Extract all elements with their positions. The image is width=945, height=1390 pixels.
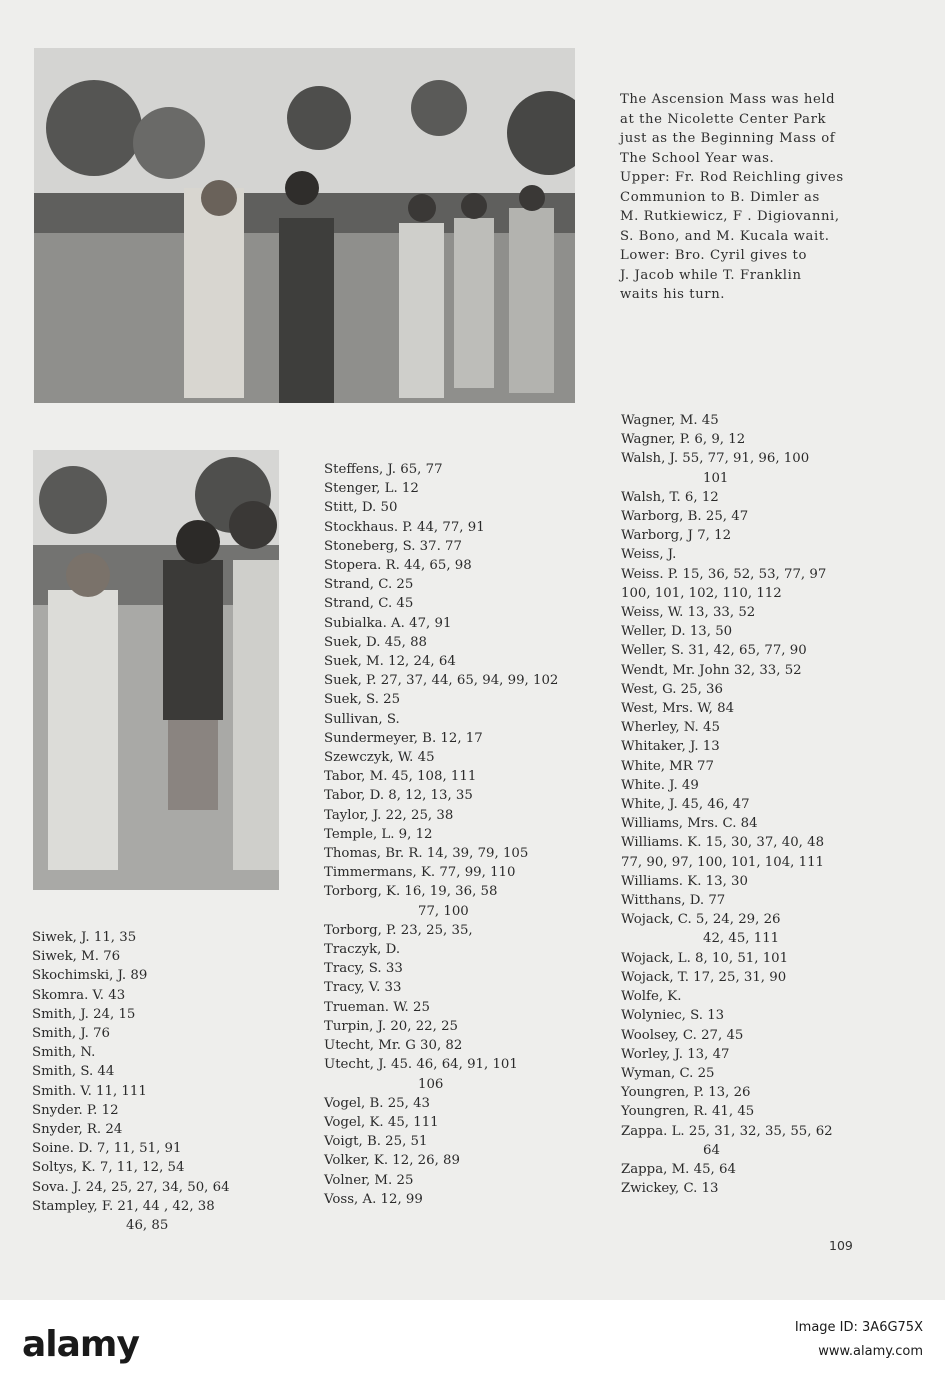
stock-footer-bar	[0, 1300, 945, 1390]
index-entry: Worley, J. 13, 47	[621, 1046, 730, 1062]
index-entry: Woolsey, C. 27, 45	[621, 1027, 744, 1043]
index-entry: Stenger, L. 12	[324, 481, 419, 497]
index-entry: Suek, D. 45, 88	[324, 634, 427, 650]
index-entry: Weller, D. 13, 50	[621, 624, 733, 640]
index-entry: Siwek, J. 11, 35	[32, 930, 137, 945]
caption-line: Communion to B. Dimler as	[620, 189, 820, 205]
index-entry: Wagner, M. 45	[621, 413, 719, 428]
index-entry: Szewczyk, W. 45	[324, 750, 435, 766]
index-entry: Youngren, R. 41, 45	[621, 1104, 755, 1120]
index-entry: Wolfe, K.	[621, 989, 682, 1005]
index-entry: Utecht, Mr. G 30, 82	[324, 1038, 463, 1054]
caption-line: The School Year was.	[620, 150, 775, 166]
index-entry-continuation: 77, 90, 97, 100, 101, 104, 111	[621, 854, 824, 870]
index-entry: Turpin, J. 20, 22, 25	[324, 1018, 458, 1034]
index-entry: Smith. V. 11, 111	[32, 1083, 147, 1099]
index-entry: Vogel, B. 25, 43	[324, 1095, 430, 1111]
index-entry: Weller, S. 31, 42, 65, 77, 90	[621, 643, 807, 659]
index-entry: Williams. K. 13, 30	[621, 873, 748, 889]
index-entry: White. J. 49	[621, 777, 699, 793]
index-entry: Sova. J. 24, 25, 27, 34, 50, 64	[32, 1179, 230, 1195]
index-entry: Wagner, P. 6, 9, 12	[621, 432, 746, 448]
index-entry: Timmermans, K. 77, 99, 110	[324, 865, 516, 881]
index-entry: Suek, M. 12, 24, 64	[324, 654, 456, 670]
index-entry-continuation: 106	[418, 1076, 444, 1092]
index-entry: Weiss. P. 15, 36, 52, 53, 77, 97	[621, 566, 827, 582]
photo-lower-communion	[33, 450, 279, 890]
index-entry: Thomas, Br. R. 14, 39, 79, 105	[324, 846, 529, 862]
index-entry: Zwickey, C. 13	[621, 1181, 719, 1197]
index-entry: White, MR 77	[621, 758, 714, 774]
site-url: www.alamy.com	[818, 1344, 923, 1359]
index-entry: Trueman. W. 25	[324, 999, 430, 1015]
index-entry: Suek, S. 25	[324, 692, 401, 708]
index-entry: Zappa. L. 25, 31, 32, 35, 55, 62	[621, 1123, 833, 1139]
index-entry: Youngren, P. 13, 26	[621, 1085, 751, 1101]
index-entry: Strand, C. 45	[324, 596, 414, 612]
caption-line: at the Nicolette Center Park	[620, 111, 827, 127]
index-entry: Weiss, J.	[621, 547, 677, 563]
caption-line: just as the Beginning Mass of	[620, 131, 836, 146]
index-entry-continuation: 42, 45, 111	[703, 931, 780, 947]
index-entry: Stoneberg, S. 37. 77	[324, 538, 462, 554]
index-entry: Wojack, C. 5, 24, 29, 26	[621, 912, 781, 928]
index-entry: Wendt, Mr. John 32, 33, 52	[621, 662, 802, 678]
index-entry: Walsh, T. 6, 12	[621, 489, 719, 505]
index-entry: Witthans, D. 77	[621, 893, 726, 909]
index-entry: Stitt, D. 50	[324, 500, 398, 516]
index-entry: Volner, M. 25	[324, 1172, 414, 1188]
index-entry: Smith, J. 76	[32, 1026, 111, 1042]
index-entry: Tracy, S. 33	[324, 961, 403, 977]
index-entry: 100, 101, 102, 110, 112	[621, 585, 782, 601]
index-entry: Voss, A. 12, 99	[324, 1191, 423, 1207]
index-entry-continuation: 64	[703, 1142, 720, 1158]
page-number: 109	[829, 1238, 853, 1253]
index-entry: Volker, K. 12, 26, 89	[324, 1153, 460, 1169]
index-entry: Williams. K. 15, 30, 37, 40, 48	[621, 835, 825, 851]
index-entry: Walsh, J. 55, 77, 91, 96, 100	[621, 451, 810, 467]
index-column-1	[32, 928, 230, 1235]
index-entry: Whitaker, J. 13	[621, 739, 720, 755]
index-entry: White, J. 45, 46, 47	[621, 797, 750, 813]
caption-line: S. Bono, and M. Kucala wait.	[620, 228, 830, 244]
index-entry: Tabor, M. 45, 108, 111	[324, 769, 477, 785]
index-entry: Suek, P. 27, 37, 44, 65, 94, 99, 102	[324, 673, 559, 689]
index-entry: Snyder. P. 12	[32, 1102, 119, 1118]
index-entry: Smith, N.	[32, 1045, 96, 1061]
index-entry: Tabor, D. 8, 12, 13, 35	[324, 788, 473, 804]
index-column-2	[324, 460, 558, 1209]
index-entry: Skomra. V. 43	[32, 987, 126, 1003]
index-entry: Skochimski, J. 89	[32, 968, 148, 984]
caption-line: J. Jacob while T. Franklin	[620, 267, 802, 283]
caption-line: Upper: Fr. Rod Reichling gives	[620, 170, 844, 185]
index-entry: Soine. D. 7, 11, 51, 91	[32, 1141, 182, 1157]
index-entry-continuation: 46, 85	[126, 1218, 169, 1234]
index-entry-continuation: 77, 100	[418, 903, 469, 919]
image-id-label: Image ID: 3A6G75X	[794, 1320, 923, 1335]
index-entry: Wolyniec, S. 13	[621, 1008, 725, 1024]
index-entry: Wojack, T. 17, 25, 31, 90	[621, 969, 787, 985]
index-entry: Williams, Mrs. C. 84	[621, 816, 758, 832]
index-entry: Subialka. A. 47, 91	[324, 615, 452, 631]
index-entry: Temple, L. 9, 12	[324, 826, 433, 842]
caption-line: waits his turn.	[620, 287, 726, 302]
index-entry: Zappa, M. 45, 64	[621, 1161, 736, 1177]
index-entry: Soltys, K. 7, 11, 12, 54	[32, 1160, 185, 1176]
index-entry: Wojack, L. 8, 10, 51, 101	[621, 950, 789, 966]
index-entry: Sundermeyer, B. 12, 17	[324, 730, 483, 746]
photo-upper-communion	[34, 48, 575, 403]
index-entry: Stockhaus. P. 44, 77, 91	[324, 519, 485, 535]
index-entry: Tracy, V. 33	[324, 980, 402, 996]
caption-line: Lower: Bro. Cyril gives to	[620, 248, 807, 263]
index-entry: Taylor, J. 22, 25, 38	[324, 807, 454, 823]
index-entry: Siwek, M. 76	[32, 949, 121, 965]
index-entry-continuation: 101	[703, 470, 729, 486]
index-entry: Strand, C. 25	[324, 577, 414, 593]
index-entry: Torborg, K. 16, 19, 36, 58	[324, 884, 498, 900]
index-entry: Sullivan, S.	[324, 711, 400, 727]
index-entry: Smith, S. 44	[32, 1064, 115, 1080]
index-entry: Warborg, B. 25, 47	[621, 509, 749, 525]
index-entry: Warborg, J 7, 12	[621, 528, 732, 544]
index-entry: Stampley, F. 21, 44 , 42, 38	[32, 1198, 215, 1214]
alamy-logo: alamy	[22, 1324, 139, 1365]
index-entry: Utecht, J. 45. 46, 64, 91, 101	[324, 1057, 518, 1073]
index-entry: Wyman, C. 25	[621, 1065, 715, 1081]
index-entry: Snyder, R. 24	[32, 1122, 123, 1138]
index-entry: Weiss, W. 13, 33, 52	[621, 605, 756, 621]
index-entry: Wherley, N. 45	[621, 720, 720, 736]
index-entry: Torborg, P. 23, 25, 35,	[324, 922, 473, 938]
index-entry: Traczyk, D.	[324, 942, 401, 958]
caption-line: The Ascension Mass was held	[620, 92, 836, 107]
index-entry: Vogel, K. 45, 111	[324, 1114, 439, 1130]
index-entry: Stopera. R. 44, 65, 98	[324, 558, 472, 574]
index-entry: West, G. 25, 36	[621, 681, 723, 697]
index-entry: Smith, J. 24, 15	[32, 1006, 136, 1022]
photo-caption	[620, 90, 890, 305]
index-entry: Voigt, B. 25, 51	[324, 1134, 428, 1150]
caption-line: M. Rutkiewicz, F . Digiovanni,	[620, 209, 840, 224]
index-column-3	[621, 411, 833, 1198]
index-entry: West, Mrs. W, 84	[621, 701, 735, 717]
index-entry: Steffens, J. 65, 77	[324, 462, 443, 477]
